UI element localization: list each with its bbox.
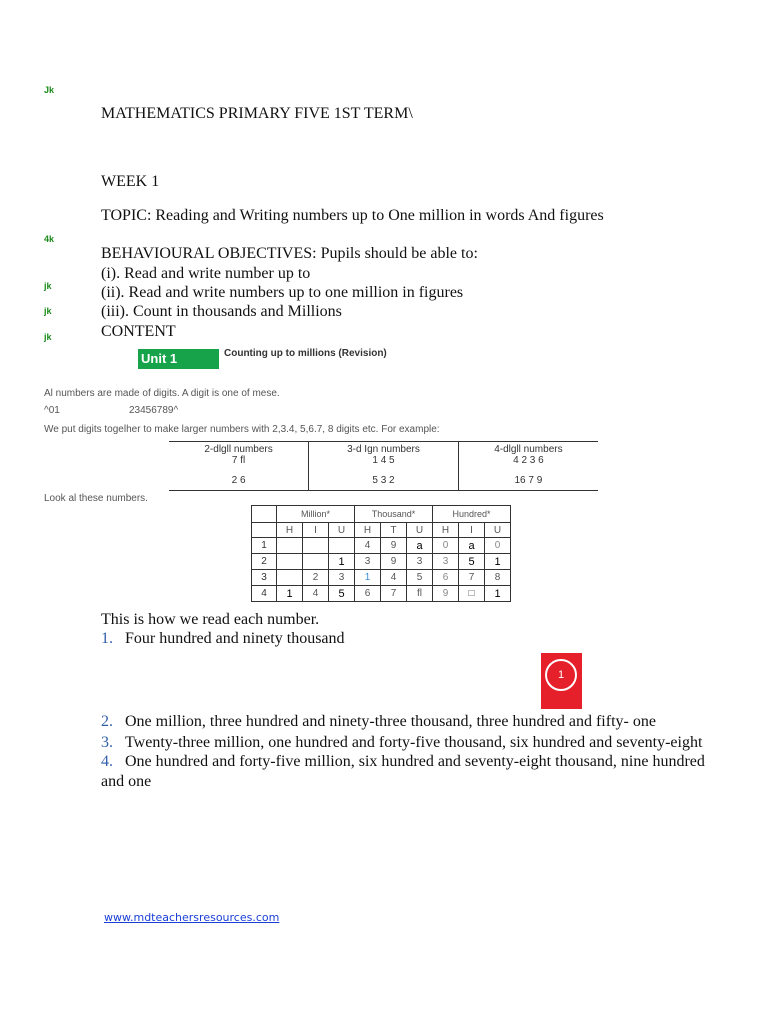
digit-cell: 3 (329, 570, 355, 586)
item-number: 2. (101, 713, 113, 730)
column-header: U (407, 523, 433, 538)
row-label: 1 (252, 538, 277, 554)
digit-cell: 3 (355, 554, 381, 570)
column-header: I (459, 523, 485, 538)
digit-cell: 1 (277, 586, 303, 602)
digit-group-cell (458, 442, 598, 476)
corner-cell (252, 523, 277, 538)
digit-cell: 5 (329, 586, 355, 602)
table-row (252, 586, 511, 602)
digit-cell (329, 538, 355, 554)
digit-cell: 4 (381, 570, 407, 586)
digit-cell: □ (459, 586, 485, 602)
item-number: 1. (101, 630, 113, 647)
margin-note: jk (44, 306, 52, 316)
digit-cell: 2 (303, 570, 329, 586)
digit-cell: 5 (459, 554, 485, 570)
digit-cell: 3 (433, 554, 459, 570)
table-row (252, 538, 511, 554)
digit-cell: a (459, 538, 485, 554)
digit-cell: 5 (407, 570, 433, 586)
intro-line: We put digits togelher to make larger numbers with 2,3.4, 5,6.7, 8 digits etc. For example: (44, 424, 440, 435)
digit-cell: 9 (381, 538, 407, 554)
reading-item-continuation: and one (101, 773, 152, 790)
digit-group-header: 2-dlgll numbers (204, 444, 273, 455)
objective-item: (iii). Count in thousands and Millions (101, 303, 342, 320)
digit-group-value: 2 6 (169, 475, 309, 491)
digit-groups-table (169, 441, 598, 491)
content-heading: CONTENT (101, 323, 176, 340)
reading-item (101, 712, 656, 731)
digits-right: 23456789^ (129, 405, 179, 416)
digit-cell: 1 (485, 554, 511, 570)
document-title: MATHEMATICS PRIMARY FIVE 1ST TERM\ (101, 105, 413, 122)
digit-cell: 7 (459, 570, 485, 586)
group-header-hundreds: Hundred* (433, 506, 511, 523)
row-label: 2 (252, 554, 277, 570)
reading-item (101, 629, 345, 648)
digit-group-value: 4 2 3 6 (513, 455, 544, 466)
corner-cell (252, 506, 277, 523)
margin-note: jk (44, 332, 52, 342)
column-header: U (329, 523, 355, 538)
digit-cell: 4 (355, 538, 381, 554)
table-row (252, 570, 511, 586)
reading-item (101, 752, 705, 771)
row-label: 3 (252, 570, 277, 586)
group-header-millions: Million* (277, 506, 355, 523)
unit-badge: Unit 1 (138, 349, 219, 369)
digit-group-value: 1 4 5 (372, 455, 395, 466)
digit-cell (303, 538, 329, 554)
digit-group-value: 16 7 9 (458, 475, 598, 491)
item-text: One million, three hundred and ninety-three thousand, three hundred and fifty- one (125, 713, 656, 730)
column-header: H (433, 523, 459, 538)
topic-line: TOPIC: Reading and Writing numbers up to One million in words And figures (101, 207, 604, 224)
look-text: Look al these numbers. (44, 493, 148, 504)
reading-intro: This is how we read each number. (101, 611, 320, 628)
digit-cell: 9 (433, 586, 459, 602)
digit-group-header: 4-dlgll numbers (494, 444, 563, 455)
item-text: Four hundred and ninety thousand (125, 630, 345, 647)
place-value-table (251, 505, 511, 602)
digit-cell: 6 (355, 586, 381, 602)
digit-group-cell (169, 442, 309, 476)
digit-group-value: 5 3 2 (309, 475, 459, 491)
digit-group-header: 3-d Ign numbers (347, 444, 420, 455)
group-header-thousands: Thousand* (355, 506, 433, 523)
column-header: T (381, 523, 407, 538)
row-label: 4 (252, 586, 277, 602)
digit-cell: 7 (381, 586, 407, 602)
objective-item: (i). Read and write number up to (101, 265, 311, 282)
footer-website-link[interactable]: www.mdteachersresources.com (104, 911, 280, 924)
digit-cell (277, 538, 303, 554)
objective-item: (ii). Read and write numbers up to one million in figures (101, 284, 464, 301)
week-heading: WEEK 1 (101, 173, 160, 190)
digit-cell: 0 (485, 538, 511, 554)
margin-note: Jk (44, 85, 55, 95)
column-header: H (355, 523, 381, 538)
column-header: I (303, 523, 329, 538)
item-number: 3. (101, 734, 113, 751)
digit-cell: 1 (485, 586, 511, 602)
digit-cell: 8 (485, 570, 511, 586)
digit-cell: a (407, 538, 433, 554)
unit-title: Counting up to millions (Revision) (224, 348, 387, 359)
digits-left: ^01 (44, 405, 60, 416)
digit-cell: 1 (355, 570, 381, 586)
item-text: Twenty-three million, one hundred and forty-five thousand, six hundred and seventy-eight (125, 734, 703, 751)
margin-note: 4k (44, 234, 55, 244)
digit-cell: 0 (433, 538, 459, 554)
digit-cell (303, 554, 329, 570)
item-number: 4. (101, 753, 113, 770)
digit-cell (277, 554, 303, 570)
margin-note: jk (44, 281, 52, 291)
table-row (252, 554, 511, 570)
reading-item (101, 733, 702, 752)
digit-cell: 9 (381, 554, 407, 570)
intro-line: Al numbers are made of digits. A digit is one of mese. (44, 388, 280, 399)
column-header: U (485, 523, 511, 538)
objectives-heading: BEHAVIOURAL OBJECTIVES: Pupils should be able to: (101, 245, 478, 262)
digit-cell: 1 (329, 554, 355, 570)
column-header: H (277, 523, 303, 538)
digit-group-cell (309, 442, 459, 476)
numbered-circle-icon: 1 (545, 659, 577, 691)
digit-group-value: 7 fl (231, 455, 246, 466)
digit-cell: fl (407, 586, 433, 602)
digit-cell: 6 (433, 570, 459, 586)
item-text: One hundred and forty-five million, six hundred and seventy-eight thousand, nine hundred (125, 753, 705, 770)
red-marker (541, 653, 582, 709)
digit-cell: 3 (407, 554, 433, 570)
digit-cell (277, 570, 303, 586)
digit-cell: 4 (303, 586, 329, 602)
